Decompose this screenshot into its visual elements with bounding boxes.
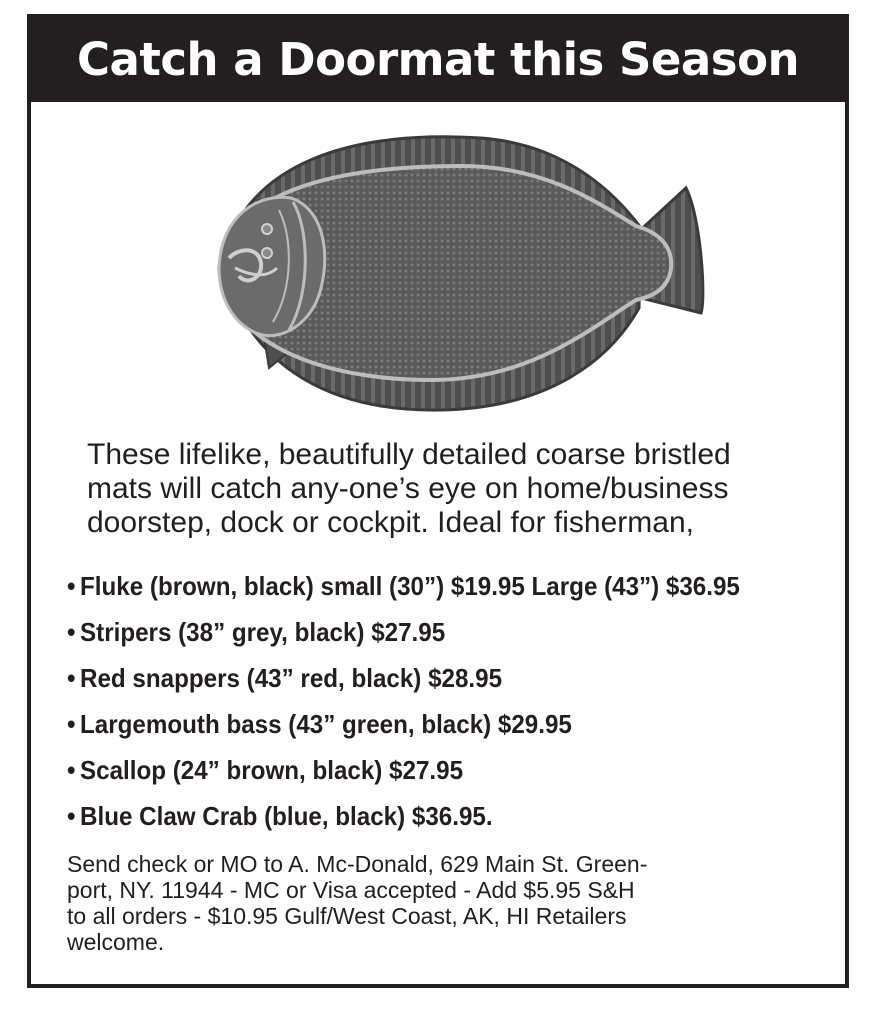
bullet-icon: •: [67, 617, 76, 647]
bullet-icon: •: [67, 755, 76, 785]
bullet-icon: •: [67, 709, 76, 739]
intro-line: doorstep, dock or cockpit. Ideal for fisherman,: [87, 506, 694, 539]
product-text: Stripers (38” grey, black) $27.95: [80, 617, 446, 647]
product-text: Fluke (brown, black) small (30”) $19.95 Large (43”) $36.95: [80, 571, 740, 601]
order-line: port, NY. 11944 - MC or Visa accepted - Add $5.95 S&H: [67, 877, 635, 903]
ad-title: Catch a Doormat this Season: [31, 18, 845, 102]
list-item: [67, 704, 792, 750]
intro-line: These lifelike, beautifully detailed coarse bristled: [87, 438, 731, 471]
list-item: [67, 566, 792, 612]
list-item: [67, 658, 792, 704]
bullet-icon: •: [67, 801, 76, 831]
product-text: Largemouth bass (43” green, black) $29.95: [80, 709, 572, 739]
bullet-icon: •: [67, 663, 76, 693]
order-line: welcome.: [67, 929, 165, 955]
product-text: Scallop (24” brown, black) $27.95: [80, 755, 464, 785]
order-line: to all orders - $10.95 Gulf/West Coast, AK, HI Retailers: [67, 903, 627, 929]
list-item: [67, 612, 792, 658]
product-text: Blue Claw Crab (blue, black) $36.95.: [80, 801, 493, 831]
product-text: Red snappers (43” red, black) $28.95: [80, 663, 503, 693]
advertisement: [27, 14, 849, 988]
order-info: [67, 851, 827, 955]
list-item: [67, 750, 792, 796]
order-line: Send check or MO to A. Mc-Donald, 629 Main St. Green-: [67, 851, 648, 877]
flounder-doormat-icon: [181, 118, 711, 418]
intro-line: mats will catch any-one’s eye on home/business: [87, 472, 729, 505]
intro-paragraph: [87, 438, 827, 540]
product-list: [67, 566, 847, 842]
bullet-icon: •: [67, 571, 76, 601]
list-item: [67, 796, 792, 842]
